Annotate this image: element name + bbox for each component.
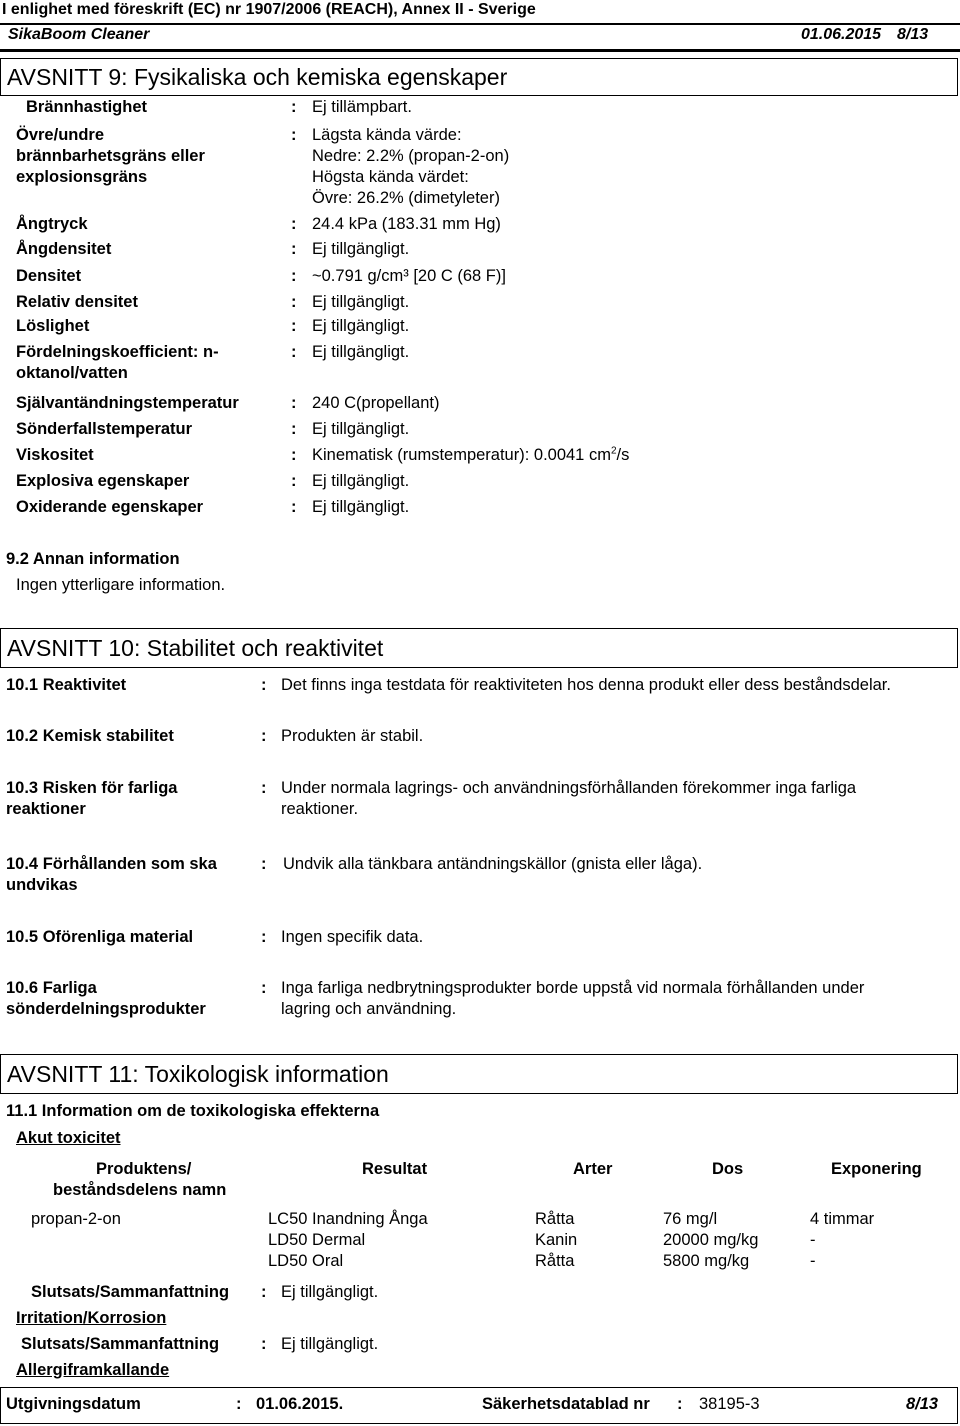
table-header-exposure: Exponering <box>831 1160 922 1178</box>
colon: : <box>261 727 267 745</box>
item-label: 10.3 Risken för farliga <box>6 779 178 797</box>
summary-label: Slutsats/Sammanfattning <box>21 1335 220 1353</box>
section-10-title: AVSNITT 10: Stabilitet och reaktivitet <box>7 635 384 661</box>
property-value: Ej tillgängligt. <box>312 498 410 516</box>
property-value: Ej tillgängligt. <box>312 240 410 258</box>
table-cell-result: LD50 Oral <box>268 1252 344 1270</box>
table-cell-exposure: - <box>810 1252 816 1270</box>
colon: : <box>291 215 297 233</box>
issue-date-label: Utgivningsdatum <box>6 1395 141 1413</box>
colon: : <box>261 855 267 873</box>
table-cell-dose: 5800 mg/kg <box>663 1252 750 1270</box>
footer-page: 8/13 <box>906 1395 939 1413</box>
table-cell-result: LC50 Inandning Ånga <box>268 1210 428 1228</box>
property-value: Högsta kända värdet: <box>312 168 469 186</box>
allergy-heading: Allergiframkallande <box>16 1361 170 1379</box>
property-value: 24.4 kPa (183.31 mm Hg) <box>312 215 501 233</box>
property-value: Ej tillgängligt. <box>312 472 410 490</box>
subsection-heading: 9.2 Annan information <box>6 550 180 568</box>
property-label: Viskositet <box>16 446 94 464</box>
item-label: undvikas <box>6 876 78 894</box>
property-label: Övre/undre <box>16 126 105 144</box>
item-label: 10.6 Farliga <box>6 979 97 997</box>
colon: : <box>261 779 267 797</box>
issue-date-value: 01.06.2015. <box>256 1395 344 1413</box>
property-value: Nedre: 2.2% (propan-2-on) <box>312 147 510 165</box>
colon: : <box>291 126 297 144</box>
colon: : <box>291 293 297 311</box>
section-11-box <box>0 1054 958 1094</box>
table-cell-dose: 76 mg/l <box>663 1210 718 1228</box>
item-label: 10.1 Reaktivitet <box>6 676 127 694</box>
colon: : <box>261 928 267 946</box>
property-label: Ångtryck <box>16 215 88 233</box>
property-value <box>312 446 629 465</box>
property-label: Fördelningskoefficient: n- <box>16 343 219 361</box>
colon: : <box>291 98 297 116</box>
colon: : <box>291 240 297 258</box>
property-value: Övre: 26.2% (dimetyleter) <box>312 189 500 207</box>
table-cell-species: Råtta <box>535 1252 575 1270</box>
item-value: Under normala lagrings- och användningsförhållanden förekommer inga farliga <box>281 779 857 797</box>
property-label: Densitet <box>16 267 82 285</box>
table-header-name: beståndsdelens namn <box>53 1181 227 1199</box>
property-value: Ej tillämpbart. <box>312 98 412 116</box>
section-9-box <box>0 58 958 96</box>
property-label: Löslighet <box>16 317 90 335</box>
table-cell-species: Råtta <box>535 1210 575 1228</box>
summary-value: Ej tillgängligt. <box>281 1335 379 1353</box>
sds-number-value: 38195-3 <box>699 1395 760 1413</box>
section-10-box <box>0 628 958 668</box>
item-value: reaktioner. <box>281 800 359 818</box>
table-cell-exposure: - <box>810 1231 816 1249</box>
sds-number-label: Säkerhetsdatablad nr <box>482 1395 650 1413</box>
colon: : <box>291 343 297 361</box>
subsection-heading: 11.1 Information om de toxikologiska effekterna <box>6 1102 380 1120</box>
property-value: Ej tillgängligt. <box>312 293 410 311</box>
colon: : <box>261 1335 267 1353</box>
property-label: Oxiderande egenskaper <box>16 498 204 516</box>
table-header-name: Produktens/ <box>96 1160 192 1178</box>
colon: : <box>677 1395 683 1413</box>
table-cell-dose: 20000 mg/kg <box>663 1231 759 1249</box>
property-label: explosionsgräns <box>16 168 148 186</box>
header-page: 8/13 <box>897 26 929 43</box>
table-cell-result: LD50 Dermal <box>268 1231 366 1249</box>
table-cell-species: Kanin <box>535 1231 578 1249</box>
item-label: 10.5 Oförenliga material <box>6 928 194 946</box>
property-value: ~0.791 g/cm³ [20 C (68 F)] <box>312 267 506 285</box>
regulation-header: I enlighet med föreskrift (EC) nr 1907/2006 (REACH), Annex II - Sverige <box>2 1 536 18</box>
table-header-species: Arter <box>573 1160 613 1178</box>
colon: : <box>291 317 297 335</box>
viscosity-value: Kinematisk (rumstemperatur): 0.0041 cm <box>312 446 611 464</box>
property-label: oktanol/vatten <box>16 364 128 382</box>
colon: : <box>261 1283 267 1301</box>
item-label: reaktioner <box>6 800 86 818</box>
header-date: 01.06.2015 <box>801 26 882 43</box>
property-label: Ångdensitet <box>16 240 112 258</box>
colon: : <box>291 267 297 285</box>
irritation-heading: Irritation/Korrosion <box>16 1309 167 1327</box>
item-value: lagring och användning. <box>281 1000 457 1018</box>
property-label: Självantändningstemperatur <box>16 394 239 412</box>
table-cell-name: propan-2-on <box>31 1210 121 1228</box>
property-value: Ej tillgängligt. <box>312 420 410 438</box>
viscosity-exponent: 2 <box>610 445 617 457</box>
property-label: brännbarhetsgräns eller <box>16 147 205 165</box>
property-value: Ej tillgängligt. <box>312 343 410 361</box>
item-value: Inga farliga nedbrytningsprodukter borde uppstå vid normala förhållanden under <box>281 979 865 997</box>
item-label: 10.2 Kemisk stabilitet <box>6 727 174 745</box>
item-value: Ingen specifik data. <box>281 928 424 946</box>
summary-label: Slutsats/Sammanfattning <box>31 1283 230 1301</box>
colon: : <box>291 472 297 490</box>
colon: : <box>236 1395 242 1413</box>
section-11-title: AVSNITT 11: Toxikologisk information <box>7 1061 389 1087</box>
table-header-dose: Dos <box>712 1160 744 1178</box>
colon: : <box>291 446 297 464</box>
summary-value: Ej tillgängligt. <box>281 1283 379 1301</box>
property-value: Ej tillgängligt. <box>312 317 410 335</box>
property-label: Brännhastighet <box>26 98 148 116</box>
colon: : <box>291 498 297 516</box>
other-information-text: Ingen ytterligare information. <box>16 576 226 594</box>
item-label: 10.4 Förhållanden som ska <box>6 855 217 873</box>
item-value: Undvik alla tänkbara antändningskällor (gnista eller låga). <box>283 855 703 873</box>
property-label: Sönderfallstemperatur <box>16 420 193 438</box>
colon: : <box>291 420 297 438</box>
section-9-title: AVSNITT 9: Fysikaliska och kemiska egenskaper <box>7 64 508 90</box>
acute-toxicity-heading: Akut toxicitet <box>16 1129 121 1147</box>
product-name: SikaBoom Cleaner <box>8 26 150 43</box>
colon: : <box>261 676 267 694</box>
item-label: sönderdelningsprodukter <box>6 1000 206 1018</box>
item-value: Produkten är stabil. <box>281 727 424 745</box>
footer <box>0 1388 958 1424</box>
property-label: Explosiva egenskaper <box>16 472 190 490</box>
colon: : <box>291 394 297 412</box>
property-value: Lägsta kända värde: <box>312 126 462 144</box>
property-value: 240 C(propellant) <box>312 394 440 412</box>
viscosity-unit: /s <box>616 446 630 464</box>
header-divider-bottom <box>0 49 960 52</box>
header-divider <box>0 23 960 25</box>
table-cell-exposure: 4 timmar <box>810 1210 875 1228</box>
item-value: Det finns inga testdata för reaktiviteten hos denna produkt eller dess beståndsdelar. <box>281 676 891 694</box>
property-label: Relativ densitet <box>16 293 138 311</box>
table-header-result: Resultat <box>362 1160 428 1178</box>
colon: : <box>261 979 267 997</box>
